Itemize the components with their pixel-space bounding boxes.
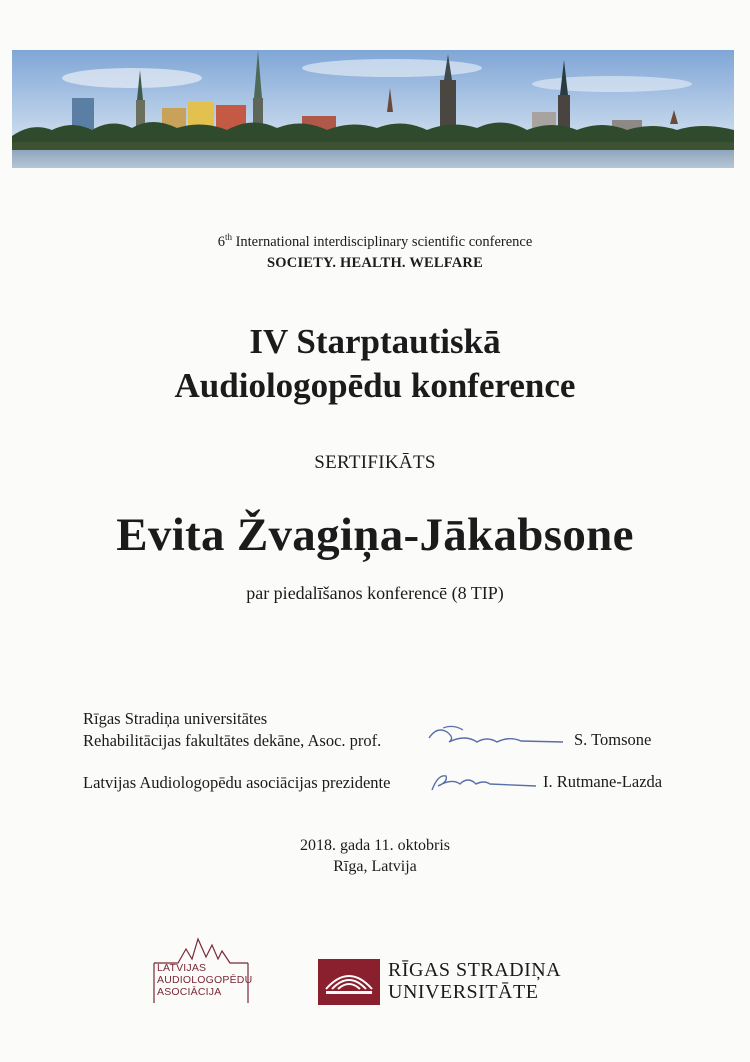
recipient-name: Evita Žvagiņa-Jākabsone [116, 509, 634, 561]
conference-line: 6th International interdisciplinary scientific conference [217, 232, 533, 250]
title-line-1: IV Starptautiskā [249, 322, 501, 361]
signatory-1-line-2: Rehabilitācijas fakultātes dekāne, Asoc. prof. [83, 731, 382, 750]
association-logo [152, 937, 302, 1009]
signatory-2-name: I. Rutmane-Lazda [543, 772, 663, 791]
conference-subtitle: SOCIETY. HEALTH. WELFARE [267, 255, 483, 271]
title-line-2: Audiologopēdu konference [174, 366, 576, 405]
university-logo [318, 957, 598, 1009]
association-logo-text: LATVIJAS AUDIOLOGOPĒDU ASOCIĀCIJA [157, 962, 253, 998]
signatory-1-line-1: Rīgas Stradiņa universitātes [83, 709, 268, 728]
signature-tomsone [425, 722, 565, 752]
certificate-title [0, 320, 750, 408]
signatory-2-line-1: Latvijas Audiologopēdu asociācijas prezidente [83, 773, 391, 792]
date-place [0, 835, 750, 877]
certificate-label: SERTIFIKĀTS [314, 452, 436, 473]
signatory-1 [83, 708, 381, 752]
riga-skyline-banner [12, 50, 734, 168]
signature-rutmane [428, 768, 540, 796]
date: 2018. gada 11. oktobris [299, 837, 451, 854]
signatory-2 [83, 772, 390, 794]
university-emblem-icon [318, 959, 380, 1005]
place: Rīga, Latvija [333, 858, 417, 875]
university-logo-text: RĪGAS STRADIŅA UNIVERSITĀTE [388, 959, 562, 1003]
signatory-1-name: S. Tomsone [574, 730, 652, 749]
participation-text: par piedalīšanos konferencē (8 TIP) [246, 583, 504, 603]
